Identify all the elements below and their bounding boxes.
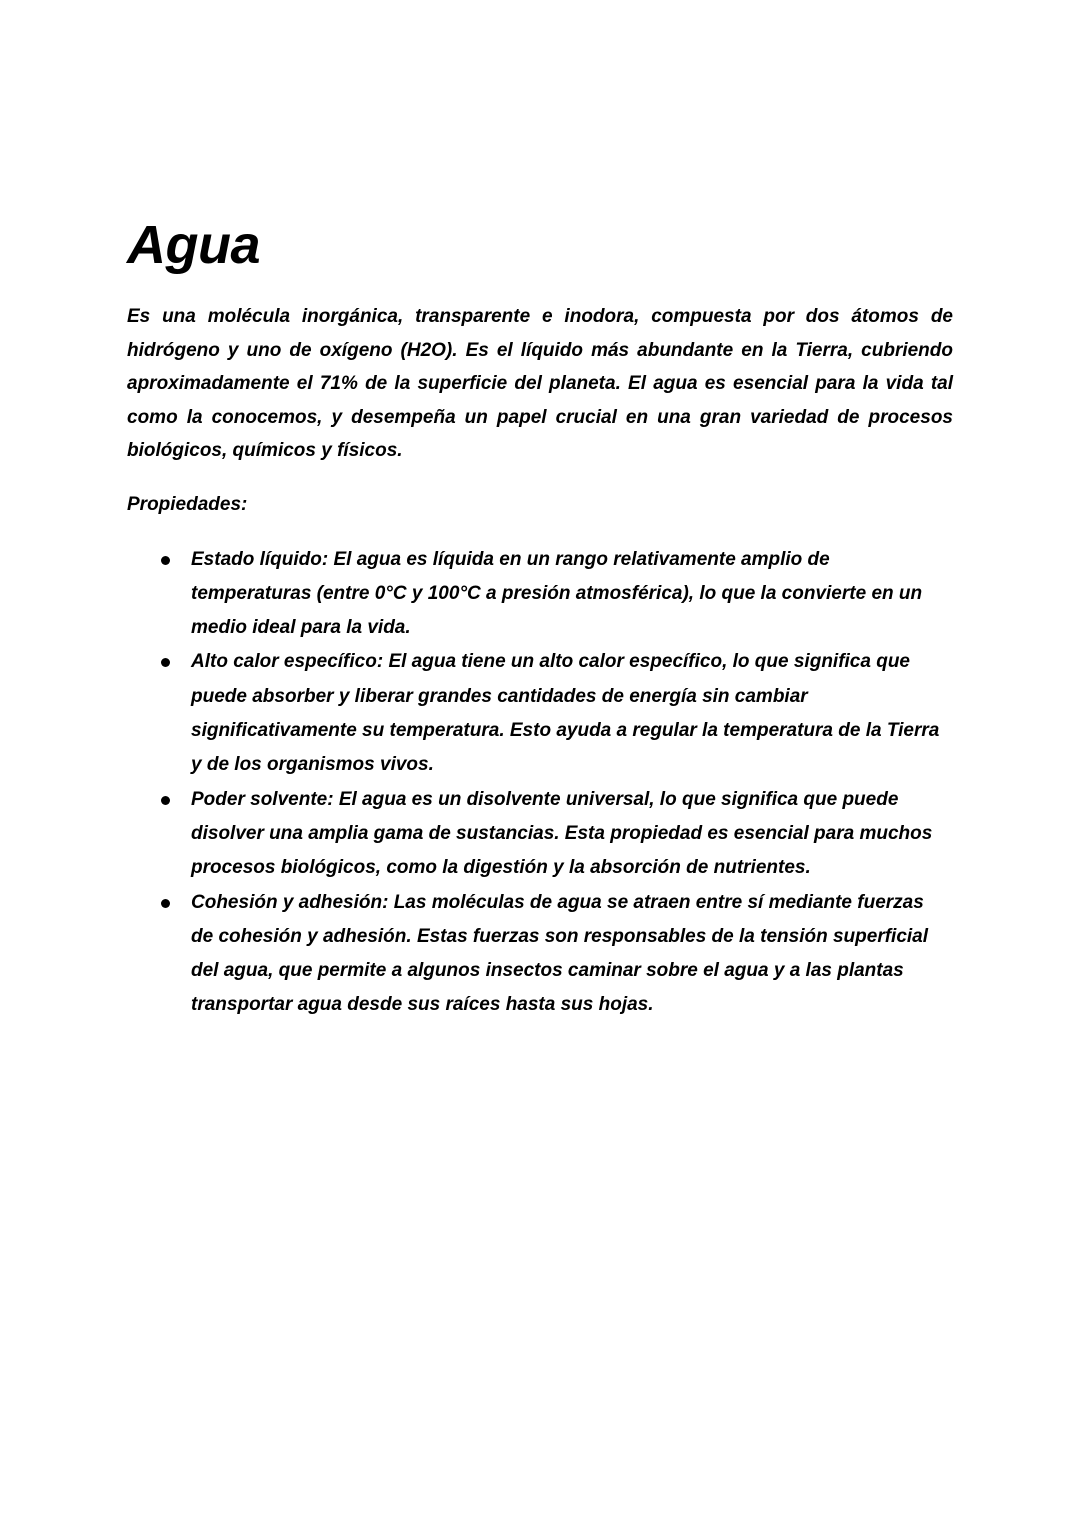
intro-paragraph: Es una molécula inorgánica, transparente e inodora, compuesta por dos átomos de hidrógeno y uno de oxígeno (H2O). Es el líquido más abundante en la Tierra, cubriendo aproximadamente el 71% de la superficie del planeta. El agua es esencial para la vida tal como la conocemos, y desempeña un papel crucial en una gran variedad de procesos biológicos, químicos y físicos.: [127, 306, 953, 462]
bullet-icon: [161, 899, 170, 908]
properties-list: [127, 543, 953, 1023]
bullet-icon: [161, 796, 170, 805]
list-item-text: Poder solvente: El agua es un disolvente universal, lo que significa que puede disolver una amplia gama de sustancias. Esta propiedad es esencial para muchos procesos biológicos, como la digestión y la absorción de nutrientes.: [191, 788, 933, 879]
document-title: Agua: [127, 215, 260, 275]
bullet-icon: [161, 658, 170, 667]
list-item: [127, 783, 953, 886]
list-item: [127, 645, 953, 782]
list-item-text: Alto calor específico: El agua tiene un alto calor específico, lo que significa que puede absorber y liberar grandes cantidades de energía sin cambiar significativamente su temperatura. Esto ayuda a regular la temperatura de la Tierra y de los organismos vivos.: [191, 651, 940, 776]
bullet-icon: [161, 556, 170, 565]
list-item-text: Cohesión y adhesión: Las moléculas de agua se atraen entre sí mediante fuerzas de cohesión y adhesión. Estas fuerzas son responsables de la tensión superficial del agua, que permite a algunos insectos caminar sobre el agua y a las plantas transportar agua desde sus raíces hasta sus hojas.: [191, 891, 929, 1016]
document-page: [127, 210, 953, 1023]
properties-heading: Propiedades:: [127, 493, 248, 515]
list-item-text: Estado líquido: El agua es líquida en un rango relativamente amplio de temperaturas (entre 0°C y 100°C a presión atmosférica), lo que la convierte en un medio ideal para la vida.: [191, 548, 923, 639]
list-item: [127, 886, 953, 1023]
list-item: [127, 543, 953, 646]
